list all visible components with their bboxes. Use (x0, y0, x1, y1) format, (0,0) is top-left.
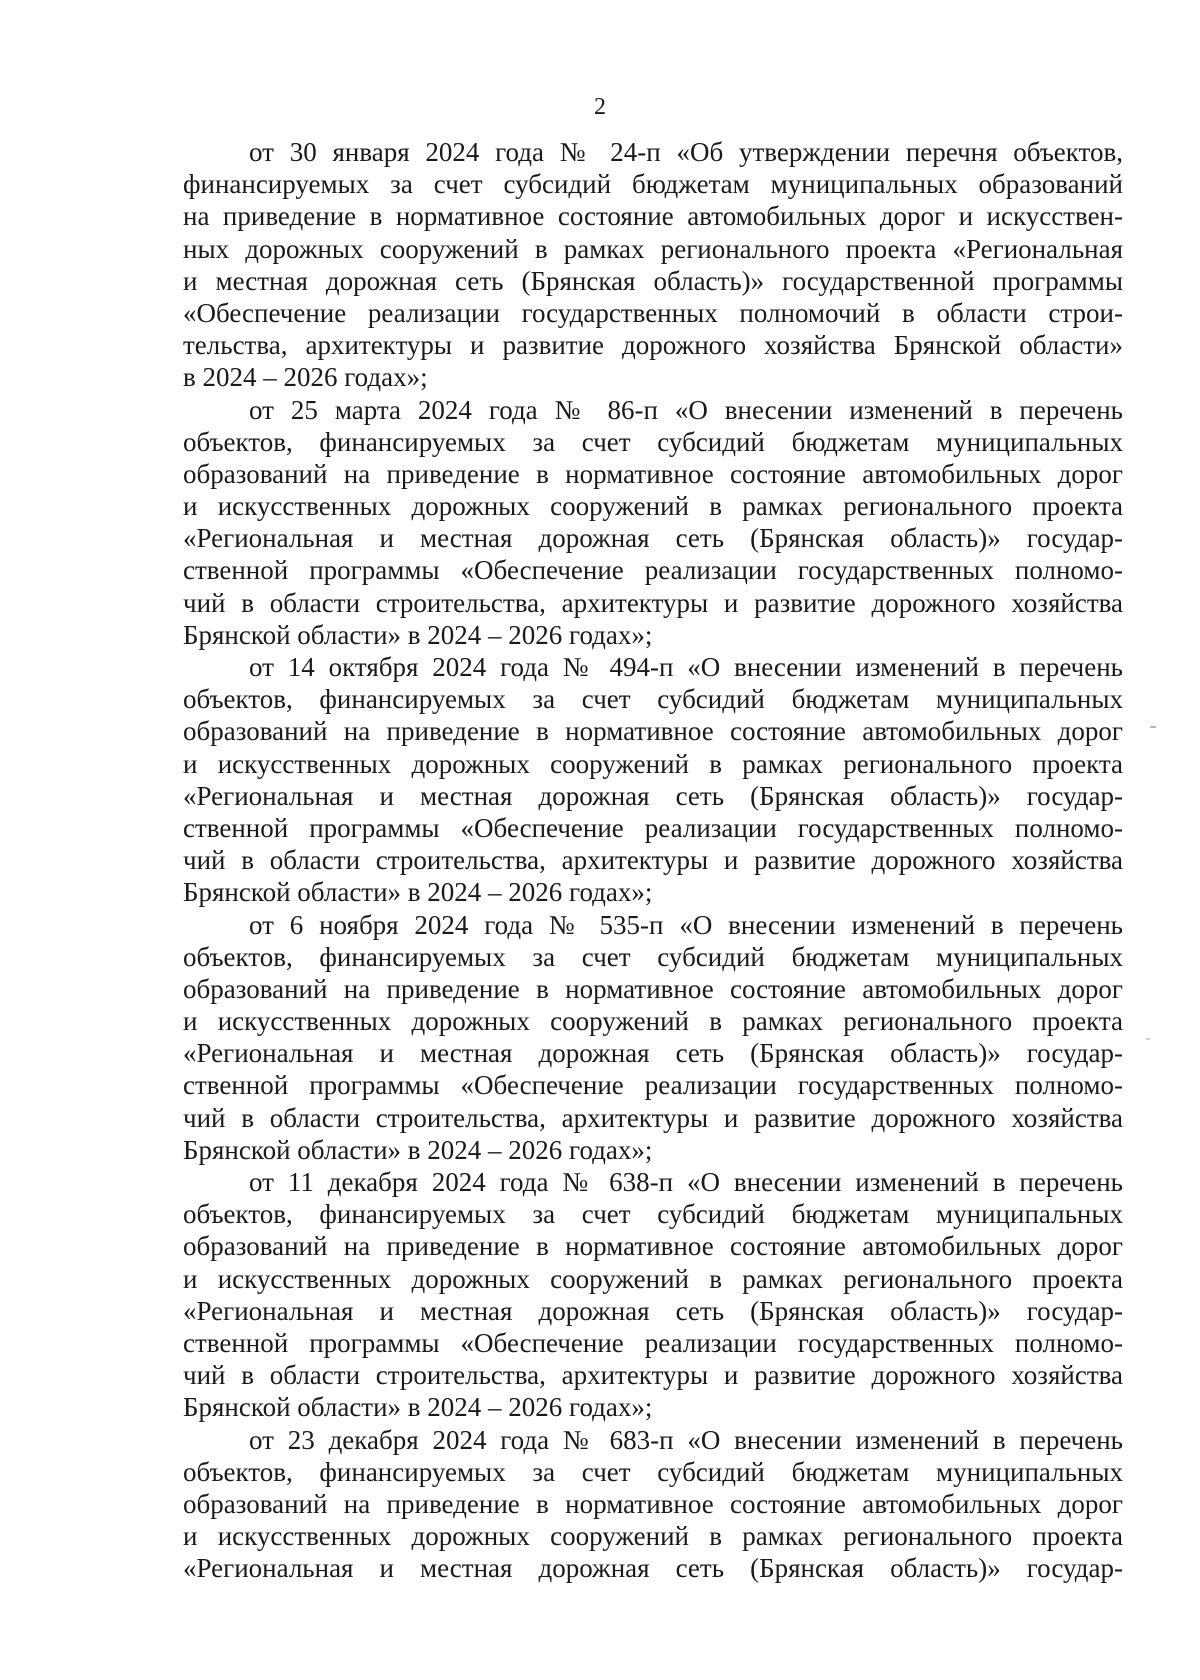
text-line: ственной программы «Обеспечение реализации государственных полномо- (183, 1070, 1123, 1101)
paragraph-first-line: от 14 октября 2024 года № 494-п «О внесении изменений в перечень (249, 652, 1123, 682)
paragraph-first-line: от 23 декабря 2024 года № 683-п «О внесении изменений в перечень (249, 1424, 1123, 1455)
paragraph-first-line: от 25 марта 2024 года № 86-п «О внесении изменений в перечень (249, 394, 1123, 425)
paragraph-first-line: от 11 декабря 2024 года № 638-п «О внесении изменений в перечень (249, 1167, 1123, 1197)
text-line: «Региональная и местная дорожная сеть (Брянская область)» государ- (183, 523, 1123, 554)
text-line: «Региональная и местная дорожная сеть (Брянская область)» государ- (183, 1553, 1123, 1584)
text-line: и искусственных дорожных сооружений в рамках регионального проекта (183, 491, 1123, 522)
text-line: «Региональная и местная дорожная сеть (Брянская область)» государ- (183, 1295, 1123, 1326)
text-line: «Обеспечение реализации государственных полномочий в области строи- (183, 297, 1123, 328)
text-line: «Региональная и местная дорожная сеть (Брянская область)» государ- (183, 1038, 1123, 1069)
text-line: финансируемых за счет субсидий бюджетам муниципальных образований (183, 169, 1123, 200)
text-line: на приведение в нормативное состояние автомобильных дорог и искусствен- (183, 201, 1123, 232)
text-line: и искусственных дорожных сооружений в рамках регионального проекта (183, 748, 1123, 779)
text-line: образований на приведение в нормативное состояние автомобильных дорог (183, 1231, 1123, 1262)
text-line: ственной программы «Обеспечение реализации государственных полномо- (183, 555, 1123, 586)
text-line: и искусственных дорожных сооружений в рамках регионального проекта (183, 1006, 1123, 1037)
text-line: чий в области строительства, архитектуры и развитие дорожного хозяйства (183, 845, 1123, 876)
text-line: объектов, финансируемых за счет субсидий бюджетам муниципальных (183, 426, 1123, 457)
text-line: объектов, финансируемых за счет субсидий бюджетам муниципальных (183, 1199, 1123, 1230)
text-line: образований на приведение в нормативное состояние автомобильных дорог (183, 458, 1123, 489)
text-line: «Региональная и местная дорожная сеть (Брянская область)» государ- (183, 780, 1123, 811)
text-line: образований на приведение в нормативное состояние автомобильных дорог (183, 716, 1123, 747)
text-line: и местная дорожная сеть (Брянская область)» государственной программы (183, 265, 1123, 296)
page-number: 2 (594, 94, 606, 120)
text-line: образований на приведение в нормативное состояние автомобильных дорог (183, 973, 1123, 1004)
text-line: чий в области строительства, архитектуры и развитие дорожного хозяйства (183, 1360, 1123, 1391)
text-line: в 2024 – 2026 годах»; (183, 362, 428, 393)
text-line: Брянской области» в 2024 – 2026 годах»; (183, 619, 653, 650)
scan-artifact-mark (1146, 1038, 1150, 1040)
paragraph-first-line: от 6 ноября 2024 года № 535-п «О внесении изменений в перечень (249, 909, 1123, 940)
text-line: объектов, финансируемых за счет субсидий бюджетам муниципальных (183, 684, 1123, 715)
text-line: образований на приведение в нормативное состояние автомобильных дорог (183, 1488, 1123, 1519)
text-line: чий в области строительства, архитектуры и развитие дорожного хозяйства (183, 587, 1123, 618)
text-line: чий в области строительства, архитектуры и развитие дорожного хозяйства (183, 1102, 1123, 1133)
text-line: и искусственных дорожных сооружений в рамках регионального проекта (183, 1263, 1123, 1294)
document-body (183, 136, 1123, 1584)
text-line: Брянской области» в 2024 – 2026 годах»; (183, 1392, 653, 1423)
text-line: объектов, финансируемых за счет субсидий бюджетам муниципальных (183, 1456, 1123, 1487)
text-line: Брянской области» в 2024 – 2026 годах»; (183, 877, 653, 908)
text-line: тельства, архитектуры и развитие дорожного хозяйства Брянской области» (183, 330, 1123, 361)
text-line: ных дорожных сооружений в рамках регионального проекта «Региональная (183, 233, 1123, 264)
paragraph-first-line: от 30 января 2024 года № 24-п «Об утверждении перечня объектов, (249, 137, 1123, 167)
text-line: ственной программы «Обеспечение реализации государственных полномо- (183, 1327, 1123, 1358)
text-line: ственной программы «Обеспечение реализации государственных полномо- (183, 812, 1123, 843)
text-line: объектов, финансируемых за счет субсидий бюджетам муниципальных (183, 941, 1123, 972)
text-line: Брянской области» в 2024 – 2026 годах»; (183, 1134, 653, 1165)
scan-artifact-mark (1150, 726, 1156, 728)
text-line: и искусственных дорожных сооружений в рамках регионального проекта (183, 1521, 1123, 1552)
